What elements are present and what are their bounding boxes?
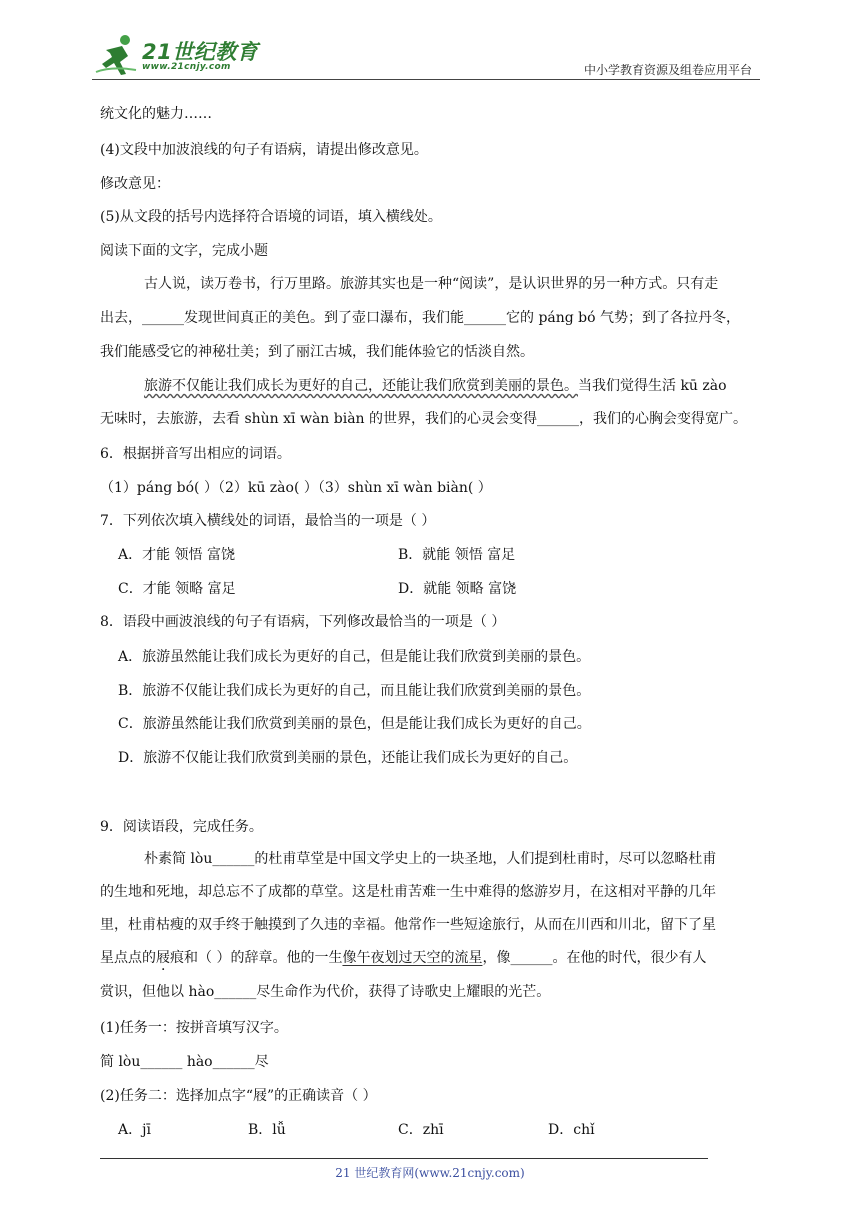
footer-divider bbox=[100, 1158, 708, 1159]
runner-logo-icon bbox=[92, 32, 142, 78]
header-divider bbox=[92, 79, 760, 80]
passage-line: 古人说，读万卷书，行万里路。旅游其实也是一种“阅读”，是认识世界的另一种方式。只有走 bbox=[144, 276, 719, 292]
passage-text: 当我们觉得生活 kū zào bbox=[578, 378, 727, 394]
question-4-answer-label: 修改意见： bbox=[100, 176, 170, 192]
question-7: 7．下列依次填入横线处的词语，最恰当的一项是（ ） bbox=[100, 513, 436, 529]
passage-line: 出去，______发现世间真正的美色。到了壶口瀑布，我们能______它的 páng bó 气势；到了各拉丹冬， bbox=[100, 310, 741, 326]
task2-option-c: C．zhī bbox=[398, 1122, 444, 1138]
question-9: 9．阅读语段，完成任务。 bbox=[100, 819, 263, 835]
question-8: 8．语段中画波浪线的句子有语病，下列修改最恰当的一项是（ ） bbox=[100, 614, 506, 630]
passage-line: 的生地和死地，却总忘不了成都的草堂。这是杜甫苦难一生中难得的悠游岁月，在这相对平静的几年 bbox=[100, 884, 716, 900]
task-1-items: 简 lòu______ hào______尽 bbox=[100, 1054, 269, 1070]
passage-line: 里，杜甫枯瘦的双手终于触摸到了久违的幸福。他常作一些短途旅行，从而在川西和川北，留下了星 bbox=[100, 917, 716, 933]
q8-option-d: D．旅游不仅能让我们欣赏到美丽的景色，还能让我们成长为更好的自己。 bbox=[118, 750, 578, 766]
task-1: (1)任务一：按拼音填写汉字。 bbox=[100, 1020, 288, 1036]
reading-intro: 阅读下面的文字，完成小题 bbox=[100, 243, 268, 259]
question-6-items: （1）páng bó( ）（2）kū zào( ）（3）shùn xī wàn biàn( ） bbox=[100, 480, 492, 496]
q7-option-b: B．就能 领悟 富足 bbox=[398, 547, 516, 563]
underlined-phrase: 像午夜划过天空的流星 bbox=[342, 950, 483, 966]
page-header bbox=[92, 32, 760, 80]
passage-line: 无味时，去旅游，去看 shùn xī wàn biàn 的世界，我们的心灵会变得______，我们的心胸会变得宽广。 bbox=[100, 411, 748, 427]
logo bbox=[92, 32, 272, 78]
passage-line bbox=[100, 948, 706, 968]
q8-option-c: C．旅游虽然能让我们欣赏到美丽的景色，但是能让我们成长为更好的自己。 bbox=[118, 716, 591, 732]
question-6: 6．根据拼音写出相应的词语。 bbox=[100, 446, 291, 462]
passage-line: 我们能感受它的神秘壮美；到了丽江古城，我们能体验它的恬淡自然。 bbox=[100, 344, 534, 360]
passage-text: ，像______。在他的时代，很少有人 bbox=[482, 950, 707, 966]
passage-text: 痕和（ ）的辞章。他的一生 bbox=[170, 950, 343, 966]
question-4: (4)文段中加波浪线的句子有语病，请提出修改意见。 bbox=[100, 142, 428, 158]
q7-option-a: A．才能 领悟 富饶 bbox=[118, 547, 236, 563]
passage-line: 赏识，但他以 hào______尽生命作为代价，获得了诗歌史上耀眼的光芒。 bbox=[100, 984, 551, 1000]
q7-option-c: C．才能 领略 富足 bbox=[118, 581, 236, 597]
passage-text: 星点点的 bbox=[100, 950, 156, 966]
dotted-character: 屐 bbox=[156, 950, 170, 966]
task-2: (2)任务二：选择加点字“屐”的正确读音（ ） bbox=[100, 1088, 377, 1104]
passage-line bbox=[144, 376, 727, 396]
task2-option-d: D．chǐ bbox=[548, 1122, 595, 1138]
q7-option-d: D．就能 领略 富饶 bbox=[398, 581, 517, 597]
q8-option-a: A．旅游虽然能让我们成长为更好的自己，但是能让我们欣赏到美丽的景色。 bbox=[118, 649, 591, 665]
logo-url: www.21cnjy.com bbox=[142, 62, 231, 72]
paragraph-continuation: 统文化的魅力…… bbox=[100, 106, 212, 122]
task2-option-a: A．jī bbox=[118, 1122, 151, 1138]
logo-text: 21世纪教育 bbox=[142, 40, 259, 64]
question-5: (5)从文段的括号内选择符合语境的词语，填入横线处。 bbox=[100, 209, 442, 225]
task2-option-b: B．lǚ bbox=[248, 1122, 286, 1138]
page-footer: 21 世纪教育网(www.21cnjy.com) bbox=[335, 1166, 525, 1180]
platform-name: 中小学教育资源及组卷应用平台 bbox=[583, 63, 752, 77]
q8-option-b: B．旅游不仅能让我们成长为更好的自己，而且能让我们欣赏到美丽的景色。 bbox=[118, 683, 591, 699]
wavy-underlined-sentence: 旅游不仅能让我们成长为更好的自己，还能让我们欣赏到美丽的景色。 bbox=[144, 378, 578, 394]
passage-line: 朴素简 lòu______的杜甫草堂是中国文学史上的一块圣地，人们提到杜甫时，尽可以忽略杜甫 bbox=[144, 851, 717, 867]
